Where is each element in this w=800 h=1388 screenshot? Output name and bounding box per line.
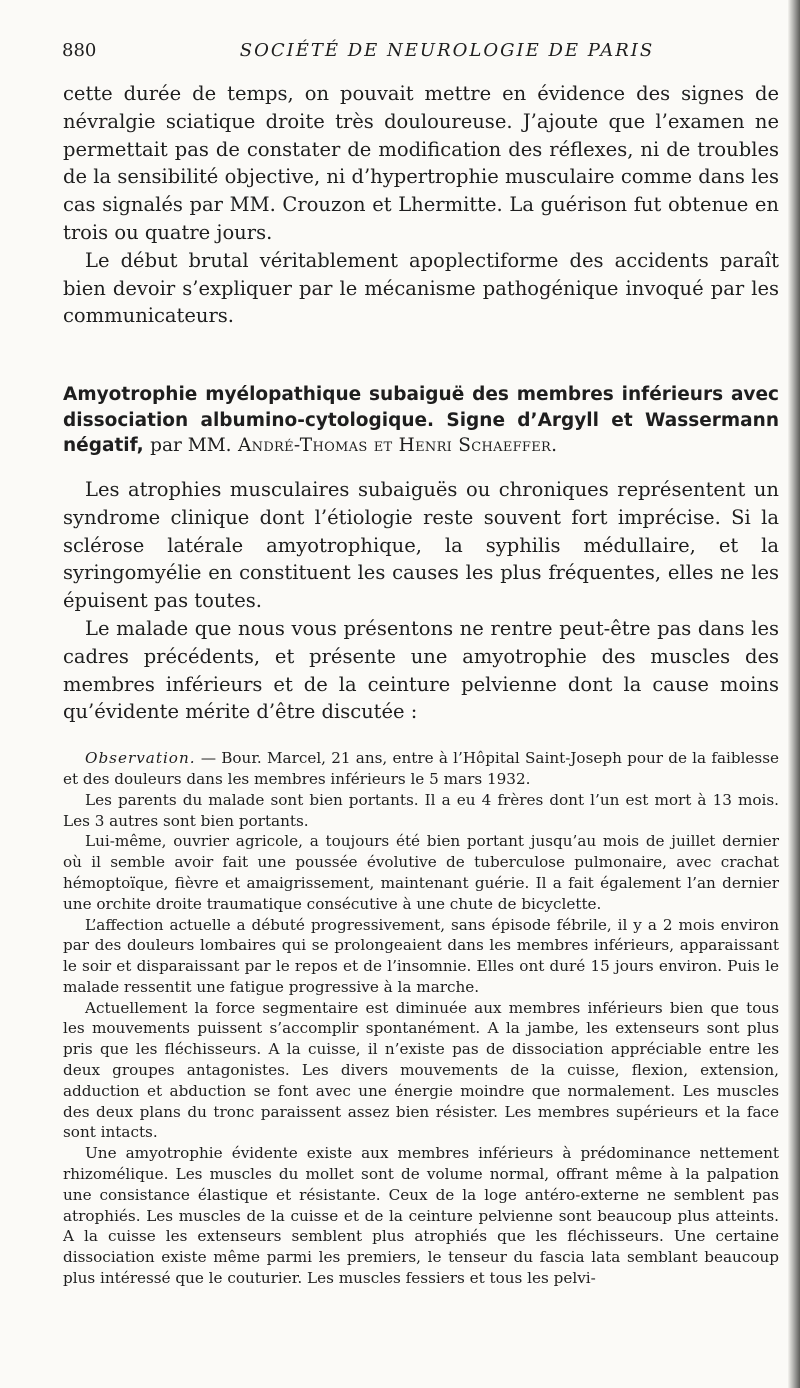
page-number: 880	[62, 40, 97, 61]
observation-paragraph-1	[63, 748, 779, 790]
article-title-text: Amyotrophie myélopathique subaiguë des membres inférieurs avec dissociation albumino-cytologique. Signe d’Argyll et Wassermann négatif,	[63, 384, 779, 457]
observation-paragraph-2: Les parents du malade sont bien portants. Il a eu 4 frères dont l’un est mort à 13 mois. Les 3 autres sont bien portants.	[63, 790, 779, 830]
observation-text-1: — Bour. Marcel, 21 ans, entre à l’Hôpital Saint-Joseph pour de la faiblesse et des douleurs dans les membres inférieurs le 5 mars 1932.	[63, 749, 779, 788]
page-header	[62, 40, 772, 74]
observation-paragraph-5: Actuellement la force segmentaire est diminuée aux membres inférieurs bien que tous les mouvements puissent s’accomplir spontanément. A la jambe, les extenseurs sont plus pris que les fléchisseurs. A la cuisse, il n’existe pas de dissociation appréciable entre les deux groupes antagonistes. Les divers mouvements de la cuisse, flexion, extension, adduction et abduction se font avec une énergie moindre que normalement. Les muscles des deux plans du tronc paraissent assez bien résister. Les membres supérieurs et la face sont intacts.	[63, 998, 779, 1142]
observation-paragraph-4: L’affection actuelle a débuté progressivement, sans épisode fébrile, il y a 2 mois environ par des douleurs lombaires qui se prolongeaient dans les membres inférieurs, apparaissant le soir et disparaissant par le repos et de l’insomnie. Elles ont duré 15 jours environ. Puis le malade ressentit une fatigue progressive à la marche.	[63, 915, 779, 996]
page-binding-edge	[788, 0, 800, 1388]
continuation-paragraph-2: Le début brutal véritablement apoplectiforme des accidents paraît bien devoir s’expliquer par le mécanisme pathogénique invoqué par les communicateurs.	[63, 248, 779, 328]
observation-label: Observation.	[85, 749, 196, 768]
continuation-paragraph-1: cette durée de temps, on pouvait mettre en évidence des signes de névralgie sciatique droite très douloureuse. J’ajoute que l’examen ne permettait pas de constater de modification des réflexes, ni de troubles de la sensibilité objective, ni d’hypertrophie musculaire comme dans les cas signalés par MM. Crouzon et Lhermitte. La guérison fut obtenue en trois ou quatre jours.	[63, 82, 779, 244]
intro-paragraph-2: Le malade que nous vous présentons ne rentre peut-être pas dans les cadres précédents, et présente une amyotrophie des muscles des membres inférieurs et de la ceinture pelvienne dont la cause moins qu’évidente mérite d’être discutée :	[63, 616, 779, 724]
article-authors: André-Thomas et Henri Schaeffer.	[237, 435, 558, 457]
article-title	[63, 382, 779, 459]
observation-paragraph-6: Une amyotrophie évidente existe aux membres inférieurs à prédominance nettement rhizomélique. Les muscles du mollet sont de volume normal, offrant même à la palpation une consistance élastique et résistante. Ceux de la loge antéro-externe ne semblent pas atrophiés. Les muscles de la cuisse et de la ceinture pelvienne sont beaucoup plus atteints. A la cuisse les extenseurs semblent plus atrophiés que les fléchisseurs. Une certaine dissociation existe même parmi les premiers, le tenseur du fascia lata semblant beaucoup plus intéressé que le couturier. Les muscles fessiers et tous les pelvi-	[63, 1144, 779, 1288]
observation-paragraph-3: Lui-même, ouvrier agricole, a toujours été bien portant jusqu’au mois de juillet dernier où il semble avoir fait une poussée évolutive de tuberculose pulmonaire, avec crachat hémoptoïque, fièvre et amaigrissement, maintenant guérie. Il a fait également l’an dernier une orchite droite traumatique consécutive à une chute de bicyclette.	[63, 832, 779, 913]
article-by: par MM.	[150, 435, 232, 457]
page-body	[63, 80, 779, 1289]
running-head: SOCIÉTÉ DE NEUROLOGIE DE PARIS	[239, 40, 655, 61]
intro-paragraph-1: Les atrophies musculaires subaiguës ou chroniques représentent un syndrome clinique dont l’étiologie reste souvent fort imprécise. Si la sclérose latérale amyotrophique, la syphilis médullaire, et la syringomyélie en constituent les causes les plus fréquentes, elles ne les épuisent pas toutes.	[63, 477, 779, 613]
